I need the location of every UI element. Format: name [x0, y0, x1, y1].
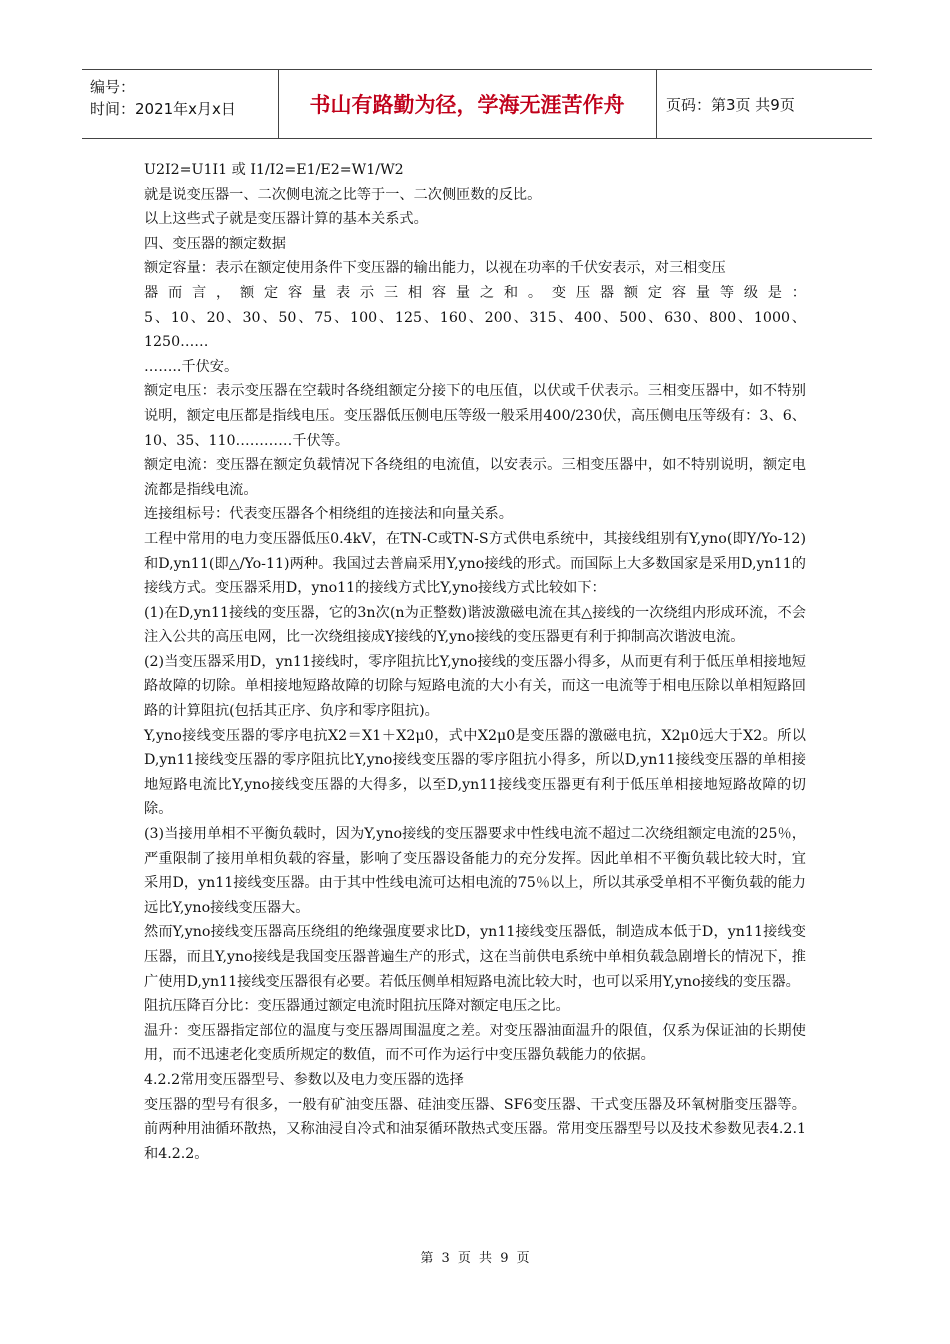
paragraph: 就是说变压器一、二次侧电流之比等于一、二次侧匝数的反比。: [144, 186, 542, 203]
paragraph: ……..千伏安。: [144, 358, 239, 375]
paragraph: 以上这些式子就是变压器计算的基本关系式。: [144, 211, 428, 228]
paragraph: (1)在D,yn11接线的变压器，它的3n次(n为正整数)谐波激磁电流在其△接线的一次绕组内形成环流，不会注入公共的高压电网，比一次绕组接成Y接线的Y,yno接线的变压器更有利于抑制高次谐波电流。: [144, 604, 806, 646]
paragraph: 额定电压：表示变压器在空载时各绕组额定分接下的电压值，以伏或千伏表示。三相变压器中，如不特别说明，额定电压都是指线电压。变压器低压侧电压等级一般采用400/230伏，高压侧电压等级有：3、6、10、35、110…………千伏等。: [144, 383, 806, 449]
document-body: [144, 158, 806, 1166]
paragraph: U2I2=U1I1 或 I1/I2=E1/E2=W1/W2: [144, 162, 404, 178]
header-motto: 书山有路勤为径，学海无涯苦作舟: [309, 93, 625, 117]
page-footer: 第 3 页 共 9 页: [420, 1251, 530, 1266]
header-meta: [90, 76, 236, 120]
paragraph: 5、10、20、30、50、75、100、125、160、200、315、400、500、630、800、1000、1250……: [144, 309, 806, 351]
page-header: [82, 69, 872, 139]
paragraph: 然而Y,yno接线变压器高压绕组的绝缘强度要求比D，yn11接线变压器低，制造成本低于D，yn11接线变压器，而且Y,yno接线是我国变压器普遍生产的形式，这在当前供电系统中单相负载急剧增长的情况下，推广使用D,yn11接线变压器很有必要。若低压侧单相短路电流比较大时，也可以采用Y,yno接线的变压器。: [144, 924, 806, 990]
document-date-label: 时间：2021年x月x日: [90, 100, 236, 118]
paragraph: Y,yno接线变压器的零序电抗X2＝X1＋X2μ0，式中X2μ0是变压器的激磁电抗，X2μ0远大于X2。所以D,yn11接线变压器的零序阻抗比Y,yno接线变压器的零序阻抗小得多，所以D,yn11接线变压器的单相接地短路电流比Y,yno接线变压器的大得多，以至D,yn11接线变压器更有利于低压单相接地短路故障的切除。: [144, 727, 806, 818]
document-number-label: 编号：: [90, 78, 136, 96]
header-page-number: 页码：第3页 共9页: [666, 95, 795, 114]
paragraph: 连接组标号：代表变压器各个相绕组的连接法和向量关系。: [144, 506, 513, 523]
paragraph: 器 而 言 ， 额 定 容 量 表 示 三 相 容 量 之 和 。 变 压 器 额 定 容 量 等 级 是 ：: [144, 284, 806, 301]
paragraph: 变压器的型号有很多，一般有矿油变压器、硅油变压器、SF6变压器、干式变压器及环氧树脂变压器等。前两种用油循环散热，又称油浸自冷式和油泵循环散热式变压器。常用变压器型号以及技术参数见表4.2.1和4.2.2。: [144, 1096, 806, 1162]
paragraph: 额定容量：表示在额定使用条件下变压器的输出能力，以视在功率的千伏安表示，对三相变压: [144, 260, 726, 277]
section-heading: 4.2.2常用变压器型号、参数以及电力变压器的选择: [144, 1071, 464, 1088]
paragraph: 额定电流：变压器在额定负载情况下各绕组的电流值，以安表示。三相变压器中，如不特别说明，额定电流都是指线电流。: [144, 457, 806, 498]
paragraph: 阻抗压降百分比：变压器通过额定电流时阻抗压降对额定电压之比。: [144, 998, 570, 1015]
paragraph: 工程中常用的电力变压器低压0.4kV，在TN-C或TN-S方式供电系统中，其接线组别有Y,yno(即Y/Yo-12)和D,yn11(即△/Yo-11)两种。我国过去普扁采用Y,yno接线的形式。而国际上大多数国家是采用D,yn11的接线方式。变压器采用D，yno11的接线方式比Y,yno接线方式比较如下：: [144, 530, 806, 597]
paragraph: (2)当变压器采用D，yn11接线时，零序阻抗比Y,yno接线的变压器小得多，从而更有利于低压单相接地短路故障的切除。单相接地短路故障的切除与短路电流的大小有关，而这一电流等于相电压除以单相短路回路的计算阻抗(包括其正序、负序和零序阻抗)。: [144, 653, 806, 720]
paragraph: 温升：变压器指定部位的温度与变压器周围温度之差。对变压器油面温升的限值，仅系为保证油的长期使用，而不迅速老化变质所规定的数值，而不可作为运行中变压器负载能力的依据。: [144, 1022, 806, 1064]
section-heading: 四、变压器的额定数据: [144, 235, 286, 252]
paragraph: (3)当接用单相不平衡负载时，因为Y,yno接线的变压器要求中性线电流不超过二次绕组额定电流的25％，严重限制了接用单相负载的容量，影响了变压器设备能力的充分发挥。因此单相不平衡负载比较大时，宜采用D，yn11接线变压器。由于其中性线电流可达相电流的75％以上，所以其承受单相不平衡负载的能力远比Y,yno接线变压器大。: [144, 826, 806, 916]
